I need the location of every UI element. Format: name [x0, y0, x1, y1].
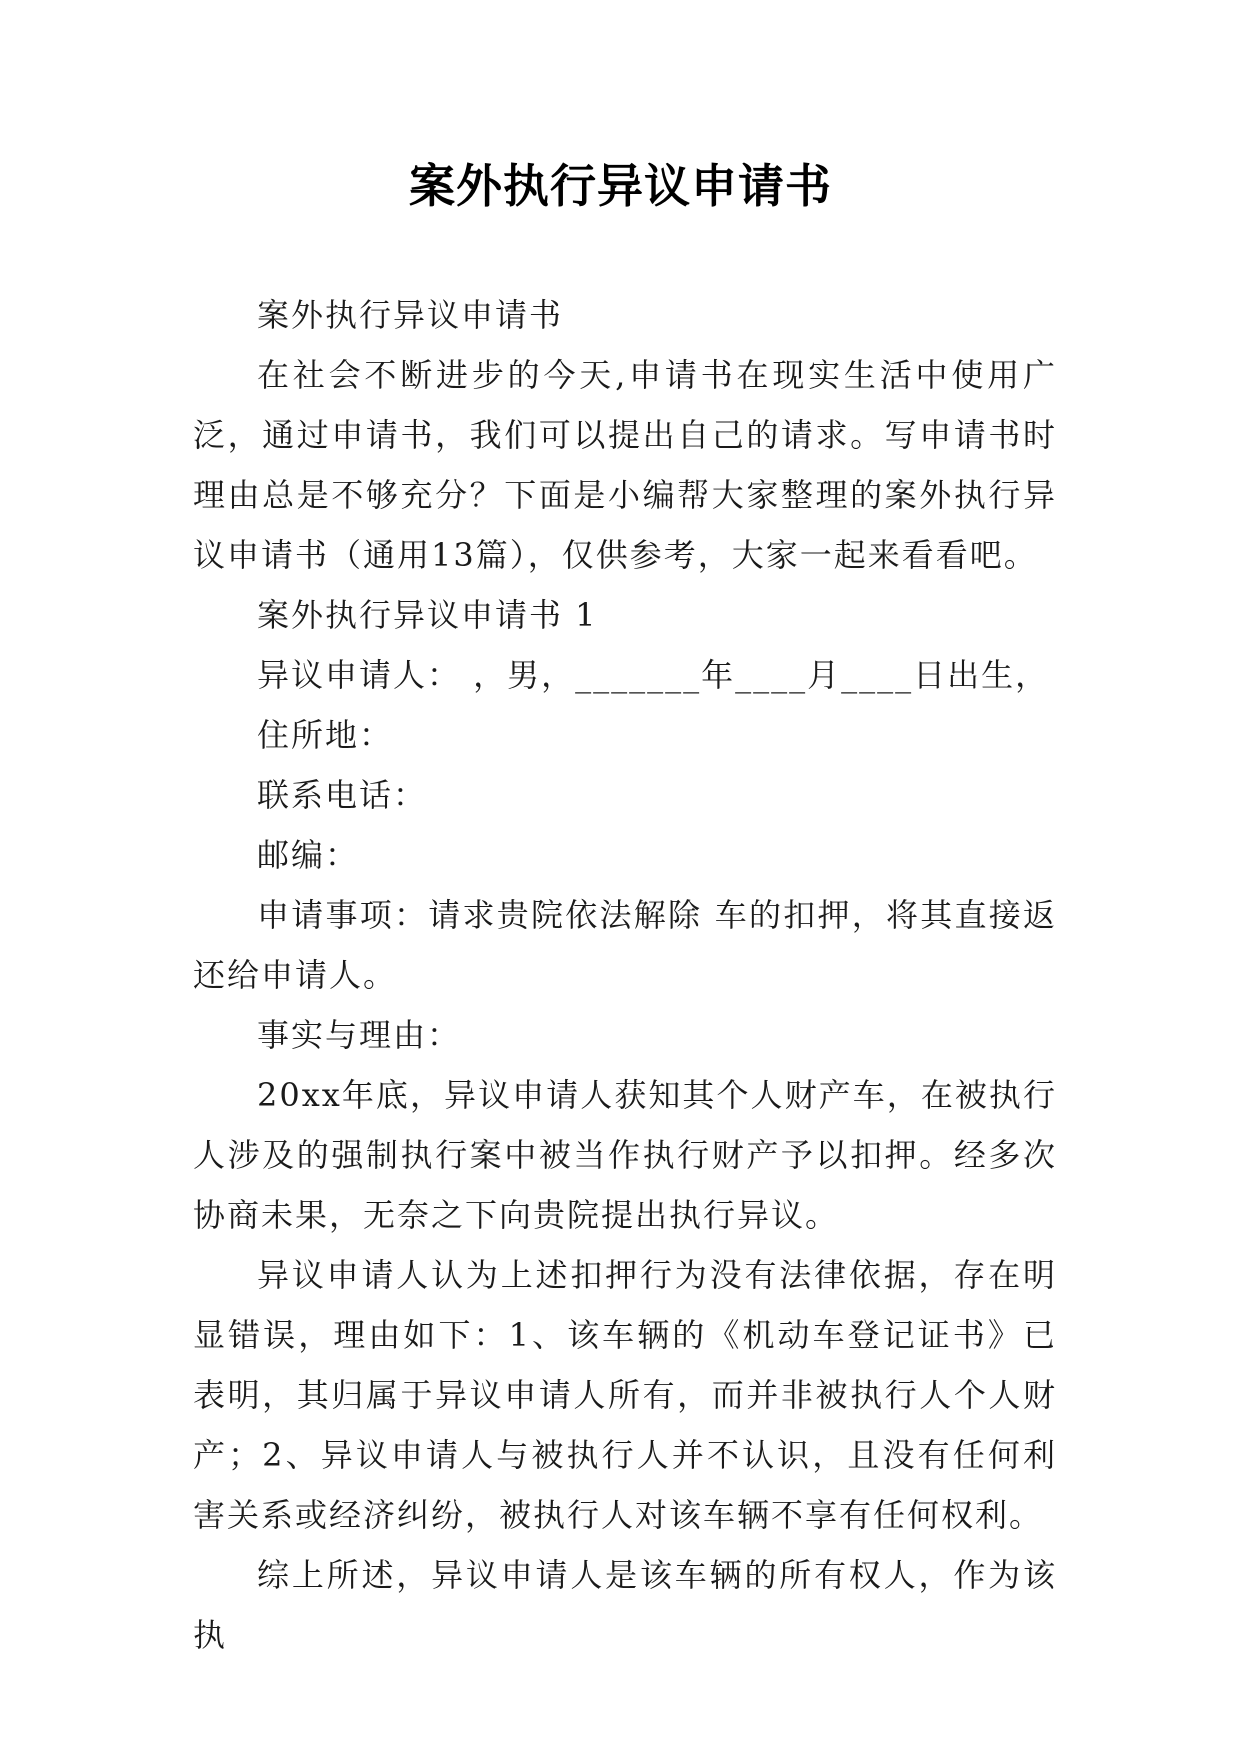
- paragraph-facts: 20xx年底，异议申请人获知其个人财产车，在被执行人涉及的强制执行案中被当作执行财产予以扣押。经多次协商未果，无奈之下向贵院提出执行异议。: [193, 1076, 1057, 1234]
- paragraph-phone: 联系电话：: [257, 776, 428, 814]
- paragraph-intro: 在社会不断进步的今天,申请书在现实生活中使用广泛，通过申请书，我们可以提出自己的请求。写申请书时理由总是不够充分？下面是小编帮大家整理的案外执行异议申请书（通用13篇），仅供参考，大家一起来看看吧。: [193, 356, 1057, 574]
- document-title: 案外执行异议申请书: [409, 159, 832, 213]
- paragraph-reasons: 异议申请人认为上述扣押行为没有法律依据，存在明显错误，理由如下：1、该车辆的《机动车登记证书》已表明，其归属于异议申请人所有，而并非被执行人个人财产；2、异议申请人与被执行人并不认识，且没有任何利害关系或经济纠纷，被执行人对该车辆不享有任何权利。: [193, 1256, 1057, 1534]
- document-body: [193, 285, 1057, 1665]
- paragraph-postcode: 邮编：: [257, 836, 360, 874]
- paragraph-heading: 案外执行异议申请书: [257, 296, 564, 334]
- paragraph-conclusion: 综上所述，异议申请人是该车辆的所有权人，作为该执: [193, 1556, 1057, 1654]
- paragraph-applicant: 异议申请人： ，男，_______年____月____日出生，: [257, 656, 1050, 694]
- paragraph-facts-heading: 事实与理由：: [257, 1016, 462, 1054]
- paragraph-request: 申请事项：请求贵院依法解除 车的扣押，将其直接返还给申请人。: [193, 896, 1057, 994]
- paragraph-address: 住所地：: [257, 716, 394, 754]
- paragraph-section-title: 案外执行异议申请书 1: [257, 596, 598, 634]
